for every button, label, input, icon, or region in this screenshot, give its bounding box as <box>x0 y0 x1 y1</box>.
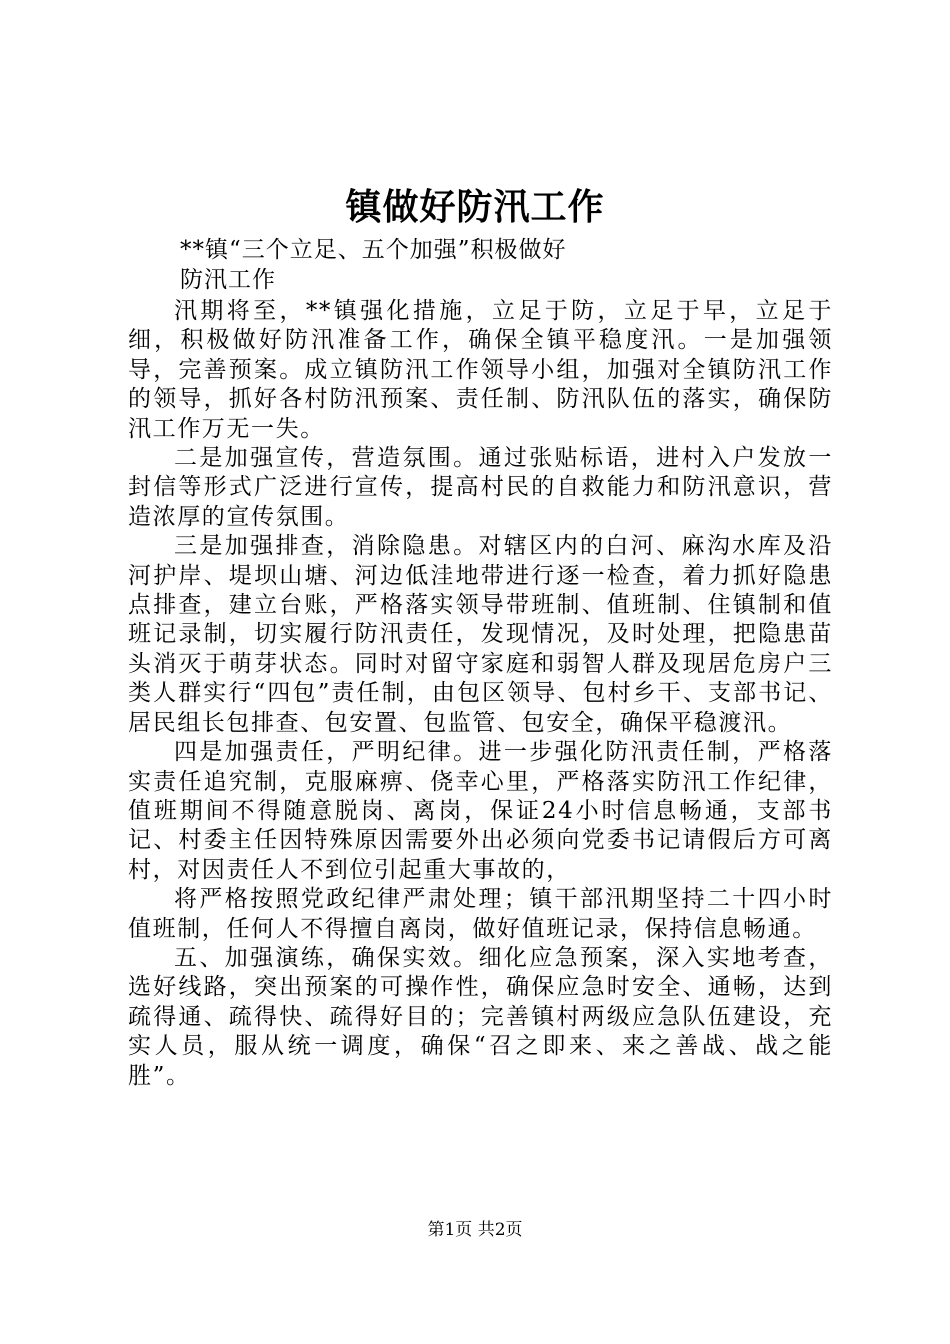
paragraph-3: 三是加强排查，消除隐患。对辖区内的白河、麻沟水库及沿河护岸、堤坝山塘、河边低洼地带进行逐一检查，着力抓好隐患点排查，建立台账，严格落实领导带班制、值班制、住镇制和值班记录制，切实履行防汛责任，发现情况，及时处理，把隐患苗头消灭于萌芽状态。同时对留守家庭和弱智人群及现居危房户三类人群实行“四包”责任制，由包区领导、包村乡干、支部书记、居民组长包排查、包安置、包监管、包安全，确保平稳渡汛。 <box>128 533 833 736</box>
subtitle-line-2: 防汛工作 <box>180 266 276 293</box>
paragraph-1: 汛期将至，**镇强化措施，立足于防，立足于早，立足于细，积极做好防汛准备工作，确保全镇平稳度汛。一是加强领导，完善预案。成立镇防汛工作领导小组，加强对全镇防汛工作的领导，抓好各村防汛预案、责任制、防汛队伍的落实，确保防汛工作万无一失。 <box>128 298 833 442</box>
paragraph-2: 二是加强宣传，营造氛围。通过张贴标语，进村入户发放一封信等形式广泛进行宣传，提高村民的自救能力和防汛意识，营造浓厚的宣传氛围。 <box>128 445 833 530</box>
paragraph-4: 四是加强责任，严明纪律。进一步强化防汛责任制，严格落实责任追究制，克服麻痹、侥幸心里，严格落实防汛工作纪律，值班期间不得随意脱岗、离岗，保证24小时信息畅通，支部书记、村委主任因特殊原因需要外出必须向党委书记请假后方可离村，对因责任人不到位引起重大事故的， <box>128 739 833 883</box>
page-number-footer: 第1页 共2页 <box>427 1220 523 1240</box>
document-subtitle <box>180 236 880 295</box>
document-body <box>128 297 833 1091</box>
document-title: 镇做好防汛工作 <box>345 186 605 228</box>
subtitle-line-1: **镇“三个立足、五个加强”积极做好 <box>180 237 567 263</box>
paragraph-6: 五、加强演练，确保实效。细化应急预案，深入实地考查，选好线路，突出预案的可操作性，确保应急时安全、通畅，达到疏得通、疏得快、疏得好目的；完善镇村两级应急队伍建设，充实人员，服从统一调度，确保“召之即来、来之善战、战之能胜”。 <box>128 944 833 1089</box>
paragraph-5: 将严格按照党政纪律严肃处理；镇干部汛期坚持二十四小时值班制，任何人不得擅自离岗，做好值班记录，保持信息畅通。 <box>128 886 833 942</box>
